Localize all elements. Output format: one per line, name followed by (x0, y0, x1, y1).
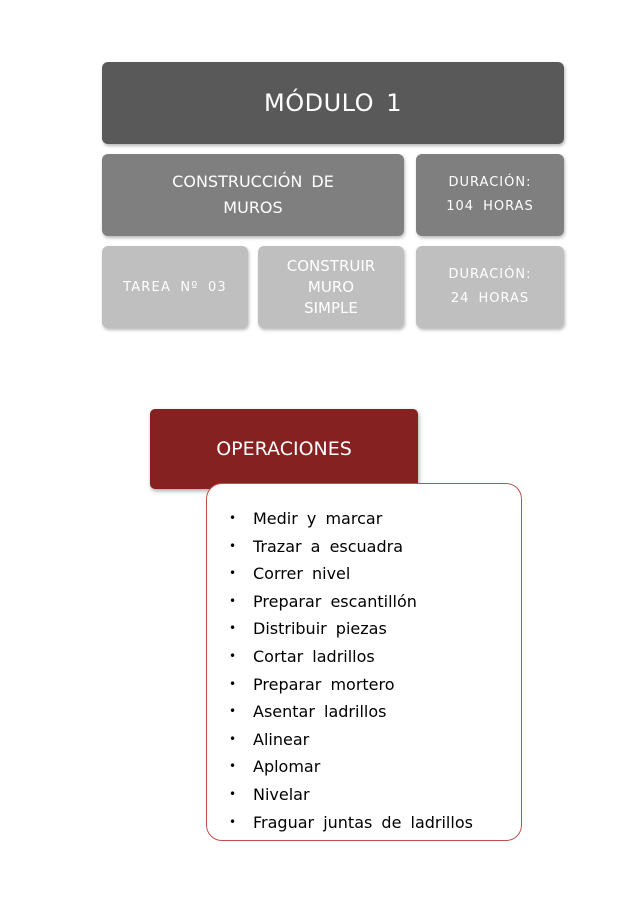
operation-item (229, 643, 521, 671)
operation-item (229, 533, 521, 561)
task-name-line-2: MURO (307, 277, 355, 296)
bullet-icon: • (229, 759, 237, 774)
bullet-icon: • (229, 676, 237, 691)
bullet-icon: • (229, 593, 237, 608)
task-name-box (258, 246, 404, 328)
operations-title: OPERACIONES (216, 438, 352, 460)
bullet-icon: • (229, 648, 237, 663)
task-duration-box (416, 246, 564, 328)
operation-item (229, 753, 521, 781)
module-topic: CONSTRUCCIÓN DE MUROS (172, 172, 334, 217)
operation-item (229, 698, 521, 726)
bullet-icon: • (229, 511, 237, 525)
task-number: TAREA Nº 03 (123, 279, 227, 295)
bullet-icon: • (229, 566, 237, 581)
bullet-icon: • (229, 786, 237, 801)
task-name-line-3: SIMPLE (304, 298, 358, 317)
operation-label: Trazar a escuadra (253, 536, 404, 556)
operations-panel (206, 483, 522, 841)
task-name-line-1: CONSTRUIR (286, 256, 376, 275)
bullet-icon: • (229, 814, 237, 829)
operation-label: Preparar escantillón (253, 591, 417, 611)
operation-label: Aplomar (253, 757, 321, 777)
operation-item (229, 726, 521, 754)
operation-label: Cortar ladrillos (253, 646, 375, 666)
bullet-icon: • (229, 538, 237, 553)
operation-item (229, 588, 521, 616)
module-title: MÓDULO 1 (264, 89, 402, 117)
bullet-icon: • (229, 704, 237, 719)
operation-item (229, 505, 521, 533)
module-topic-box (102, 154, 404, 236)
module-duration-box (416, 154, 564, 236)
operation-label: Distribuir piezas (253, 619, 387, 639)
operation-item (229, 615, 521, 643)
operation-item (229, 560, 521, 588)
bullet-icon: • (229, 731, 237, 746)
task-number-box (102, 246, 248, 328)
operation-label: Medir y marcar (253, 509, 383, 528)
operation-label: Alinear (253, 729, 310, 749)
operation-label: Asentar ladrillos (253, 702, 387, 722)
operation-label: Correr nivel (253, 564, 351, 584)
operation-item (229, 809, 521, 837)
operation-item (229, 781, 521, 809)
operation-item (229, 671, 521, 699)
task-duration-label: DURACIÓN: (448, 267, 532, 282)
module-duration-label: DURACIÓN: (448, 175, 532, 190)
module-title-box (102, 62, 564, 144)
operations-list (229, 505, 521, 836)
operation-label: Fraguar juntas de ladrillos (253, 812, 473, 832)
bullet-icon: • (229, 621, 237, 636)
task-duration-value: 24 HORAS (450, 291, 530, 306)
module-duration-value: 104 HORAS (446, 199, 534, 214)
operations-header (150, 409, 418, 489)
operation-label: Nivelar (253, 784, 310, 804)
operation-label: Preparar mortero (253, 674, 395, 694)
